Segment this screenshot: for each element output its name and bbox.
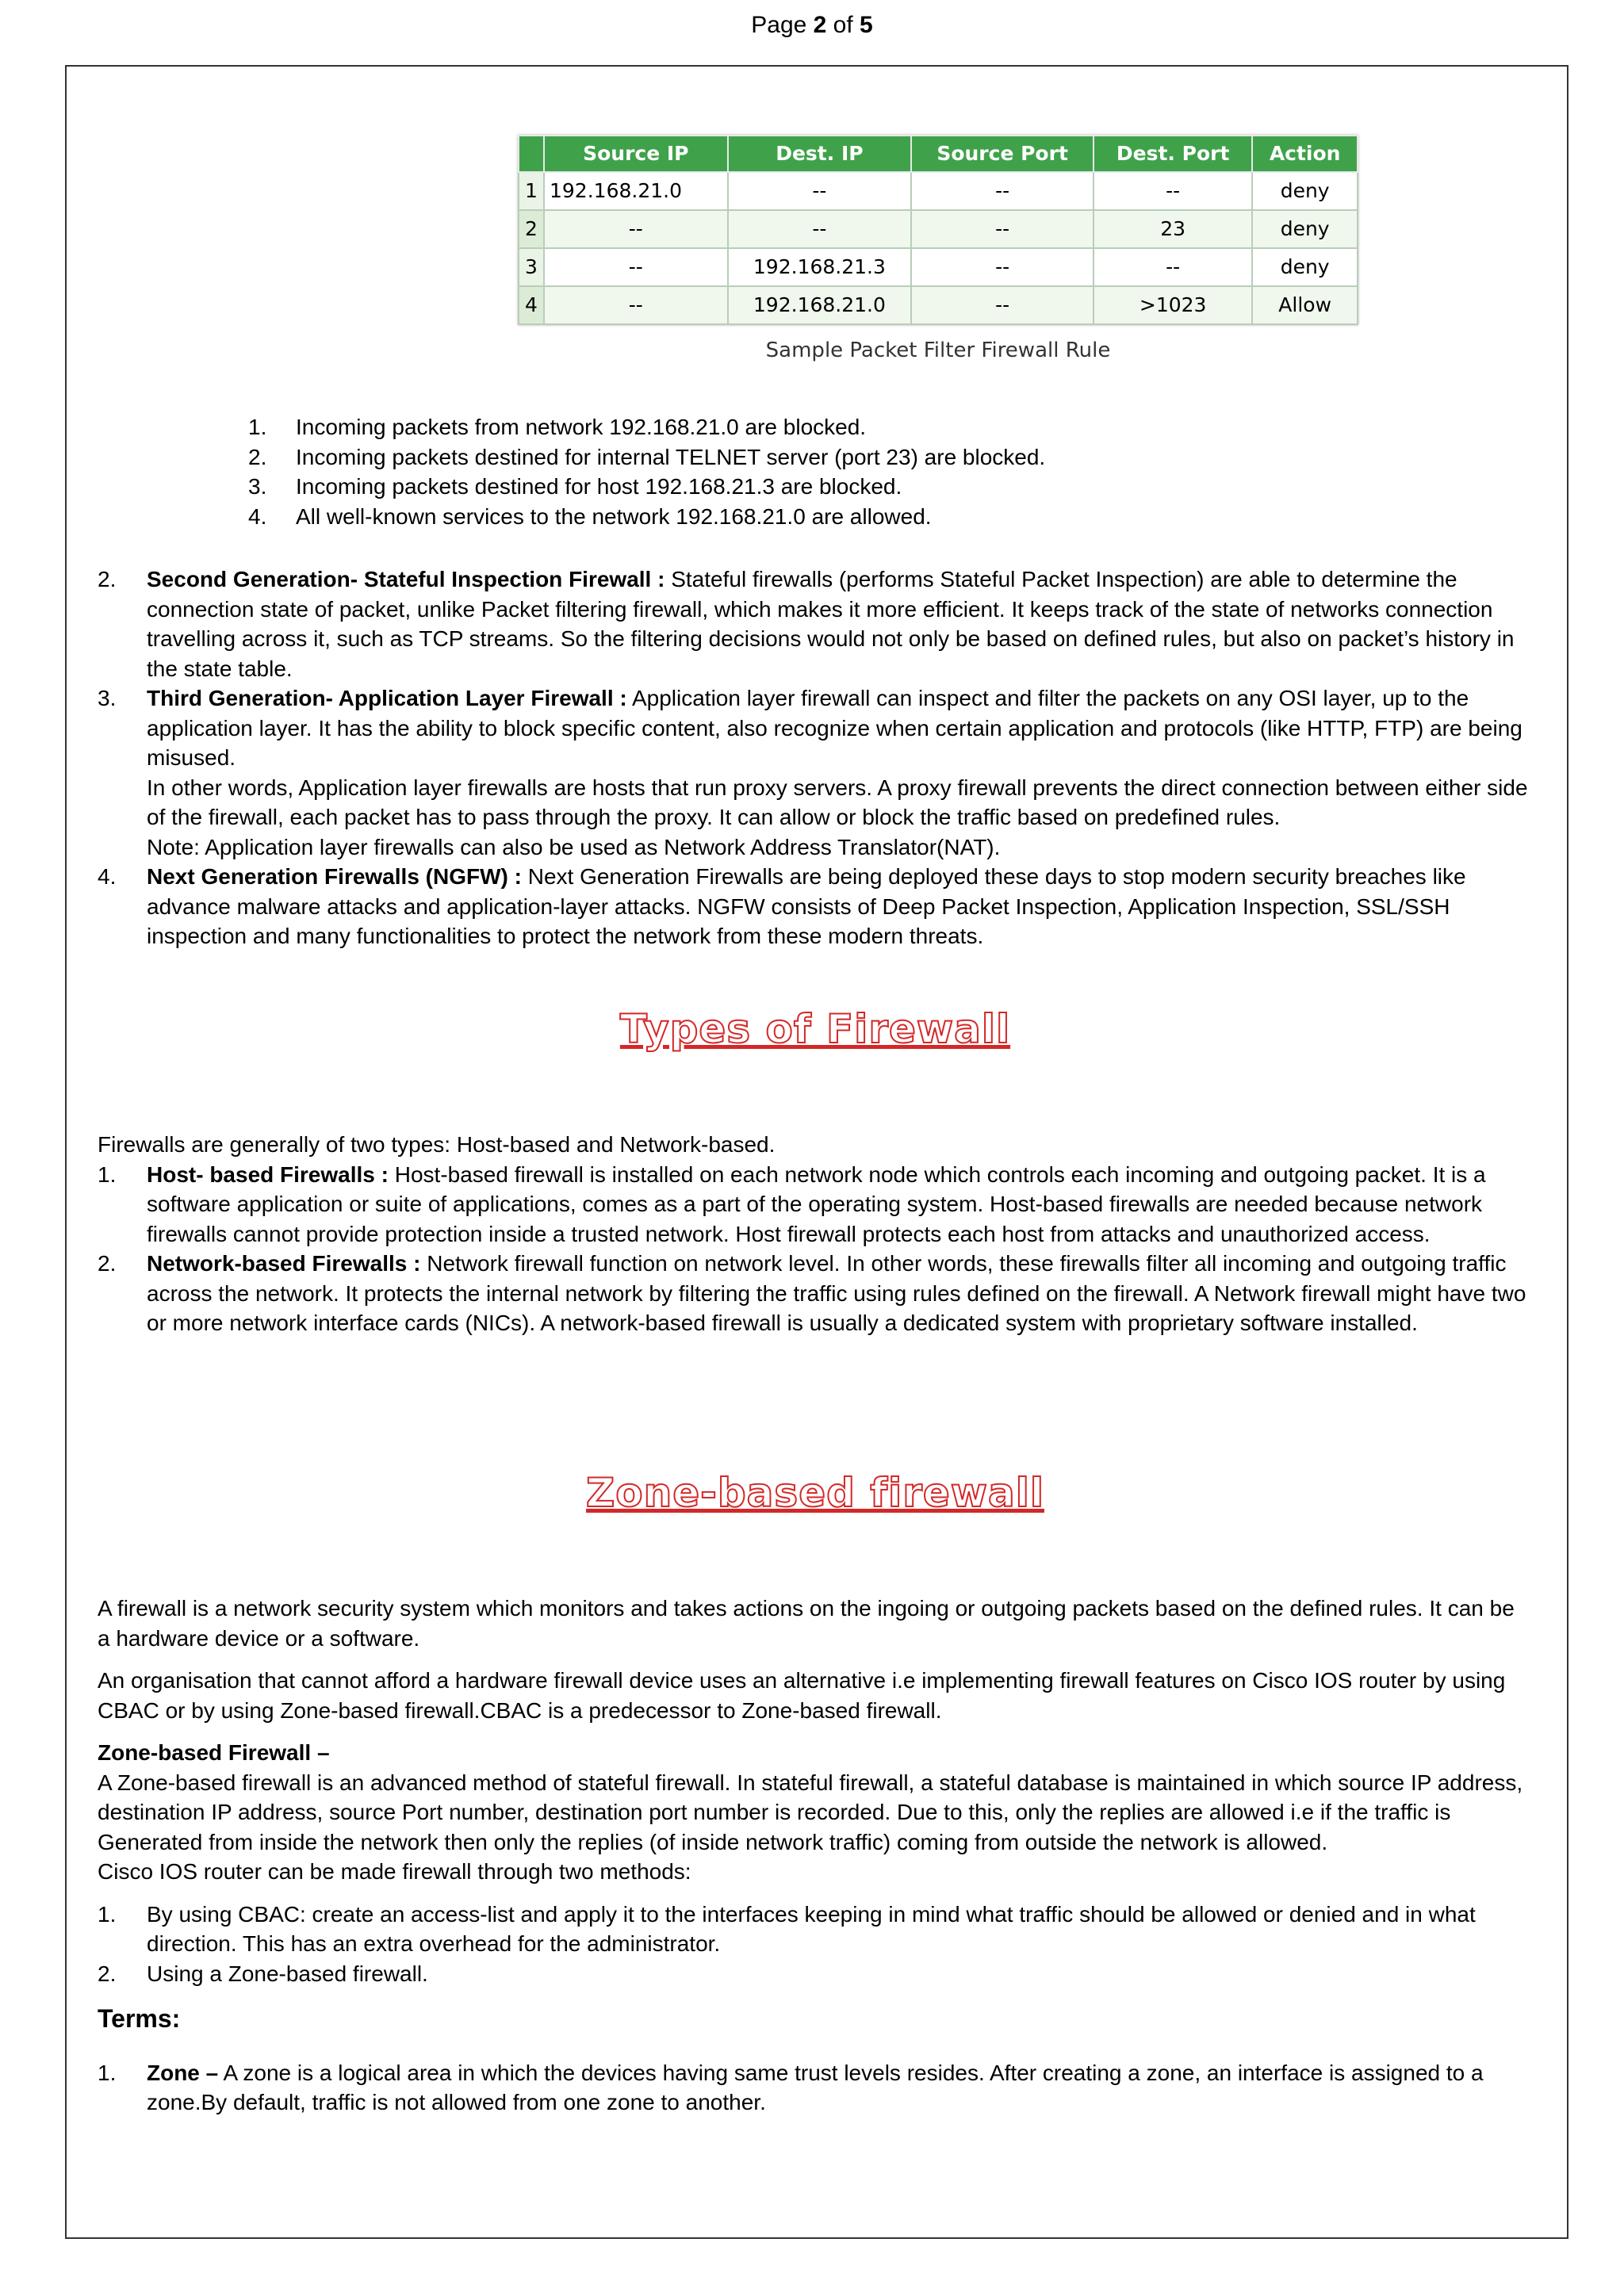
zone-paragraph: An organisation that cannot afford a hardware firewall device uses an alternative i.e implementing firewall features on Cisco IOS router by using CBAC or by using Zone-based firewall.CBAC is a predecessor to Zone-based firewall. <box>98 1668 1506 1723</box>
table-cell: 192.168.21.3 <box>728 248 912 286</box>
table-cell: -- <box>1094 248 1252 286</box>
table-cell: 192.168.21.0 <box>728 286 912 324</box>
list-item: 3. Third Generation- Application Layer Firewall : Application layer firewall can inspect and filter the packets on any OSI layer, up to the application layer. It has the ability to block specific content, also recognize when certain application and protocols (like HTTP, FTP) are being misused. In other words, Application layer firewalls are hosts that run proxy servers. A proxy firewall prevents the direct connection between either side of the firewall, each packet has to pass through the proxy. It can allow or block the traffic based on predefined rules. Note: Application layer firewalls can also be used as Network Address Translator(NAT). <box>98 686 1528 859</box>
zone-paragraph: A Zone-based firewall is an advanced method of stateful firewall. In stateful firewall, a stateful database is maintained in which source IP address, destination IP address, source Port number, destination port number is recorded. Due to this, only the replies are allowed i.e if the traffic is Generated from inside the network then only the replies (of inside network traffic) coming from outside the network is allowed. <box>98 1770 1523 1854</box>
list-item: 1. By using CBAC: create an access-list and apply it to the interfaces keeping in mind what traffic should be allowed or denied and in what direction. This has an extra overhead for the administrator. <box>98 1901 1476 1956</box>
list-item: 1. Incoming packets from network 192.168.21.0 are blocked. <box>248 415 867 439</box>
table-row <box>519 286 1358 324</box>
list-item: 4. All well-known services to the network 192.168.21.0 are allowed. <box>248 503 932 529</box>
column-header <box>519 136 544 172</box>
table-cell: -- <box>728 210 912 248</box>
table-cell: -- <box>544 286 728 324</box>
table-cell: -- <box>911 286 1094 324</box>
table-cell: 23 <box>1094 210 1252 248</box>
table-header-row <box>519 136 1358 172</box>
list-item: 1. Host- based Firewalls : Host-based firewall is installed on each network node which controls each incoming and outgoing packet. It is a software application or suite of applications, comes as a part of the operating system. Host-based firewalls are needed because network firewalls cannot provide protection inside a trusted network. Host firewall protects each host from attacks and unauthorized access. <box>98 1161 1486 1246</box>
table-cell: -- <box>544 210 728 248</box>
list-item: 4. Next Generation Firewalls (NGFW) : Next Generation Firewalls are being deployed these days to stop modern security breaches like advance malware attacks and application-layer attacks. NGFW consists of Deep Packet Inspection, Application Inspection, SSL/SSH inspection and many functionalities to protect the network from these modern threats. <box>98 864 1466 948</box>
table-cell: 3 <box>519 248 544 286</box>
methods-list <box>98 1900 1533 1989</box>
column-header: Source IP <box>544 136 728 172</box>
types-section <box>98 1130 1533 1338</box>
list-item: 2. Second Generation- Stateful Inspection Firewall : Stateful firewalls (performs Stateful Packet Inspection) are able to determine the connection state of packet, unlike Packet filtering firewall, which makes it more efficient. It keeps track of the state of networks connection travelling across it, such as TCP streams. So the filtering decisions would not only be based on defined rules, but also on packet’s history in the state table. <box>98 567 1515 681</box>
list-item: 2. Incoming packets destined for internal TELNET server (port 23) are blocked. <box>248 444 1046 469</box>
table-cell: -- <box>544 248 728 286</box>
table-row <box>519 248 1358 286</box>
zone-paragraph: A firewall is a network security system which monitors and takes actions on the ingoing or outgoing packets based on the defined rules. It can be a hardware device or a software. <box>98 1596 1515 1651</box>
table-cell: -- <box>911 172 1094 210</box>
table-cell: deny <box>1252 210 1358 248</box>
list-item: 1. Zone – A zone is a logical area in which the devices having same trust levels resides. After creating a zone, an interface is assigned to a zone.By default, traffic is not allowed from one zone to another. <box>98 2060 1484 2114</box>
table-cell: 1 <box>519 172 544 210</box>
firewall-rule-figure <box>423 135 1358 366</box>
generations-list <box>98 564 1533 951</box>
table-cell: Allow <box>1252 286 1358 324</box>
table-cell: >1023 <box>1094 286 1252 324</box>
column-header: Dest. IP <box>728 136 912 172</box>
types-intro: Firewalls are generally of two types: Host-based and Network-based. <box>98 1132 776 1157</box>
rule-explanation-list <box>98 412 1533 531</box>
list-item: 3. Incoming packets destined for host 192.168.21.3 are blocked. <box>248 474 902 499</box>
zone-heading: Zone-based firewall <box>586 1470 1044 1516</box>
list-item: 2. Network-based Firewalls : Network firewall function on network level. In other words, these firewalls filter all incoming and outgoing traffic across the network. It protects the internal network by filtering the traffic using rules defined on the firewall. A Network firewall might have two or more network interface cards (NICs). A network-based firewall is usually a dedicated system with proprietary software installed. <box>98 1251 1526 1335</box>
list-item: 2. Using a Zone-based firewall. <box>98 1961 428 1986</box>
table-cell: -- <box>728 172 912 210</box>
table-cell: -- <box>911 248 1094 286</box>
table-row <box>519 210 1358 248</box>
zone-subheading: Zone-based Firewall – <box>98 1740 330 1765</box>
zone-paragraph: Cisco IOS router can be made firewall through two methods: <box>98 1859 691 1884</box>
table-cell: deny <box>1252 172 1358 210</box>
table-cell: -- <box>1094 172 1252 210</box>
table-cell: 2 <box>519 210 544 248</box>
column-header: Dest. Port <box>1094 136 1252 172</box>
table-cell: -- <box>911 210 1094 248</box>
page-number: Page 2 of 5 <box>751 12 873 38</box>
column-header: Source Port <box>911 136 1094 172</box>
types-heading: Types of Firewall <box>619 1006 1011 1052</box>
zone-section <box>98 1594 1533 2118</box>
table-cell: 192.168.21.0 <box>544 172 728 210</box>
table-row <box>519 172 1358 210</box>
terms-list <box>98 2058 1533 2118</box>
table-cell: 4 <box>519 286 544 324</box>
terms-heading: Terms: <box>98 2004 181 2033</box>
column-header: Action <box>1252 136 1358 172</box>
table-caption: Sample Packet Filter Firewall Rule <box>765 339 1111 362</box>
firewall-rule-table <box>518 135 1358 325</box>
table-cell: deny <box>1252 248 1358 286</box>
